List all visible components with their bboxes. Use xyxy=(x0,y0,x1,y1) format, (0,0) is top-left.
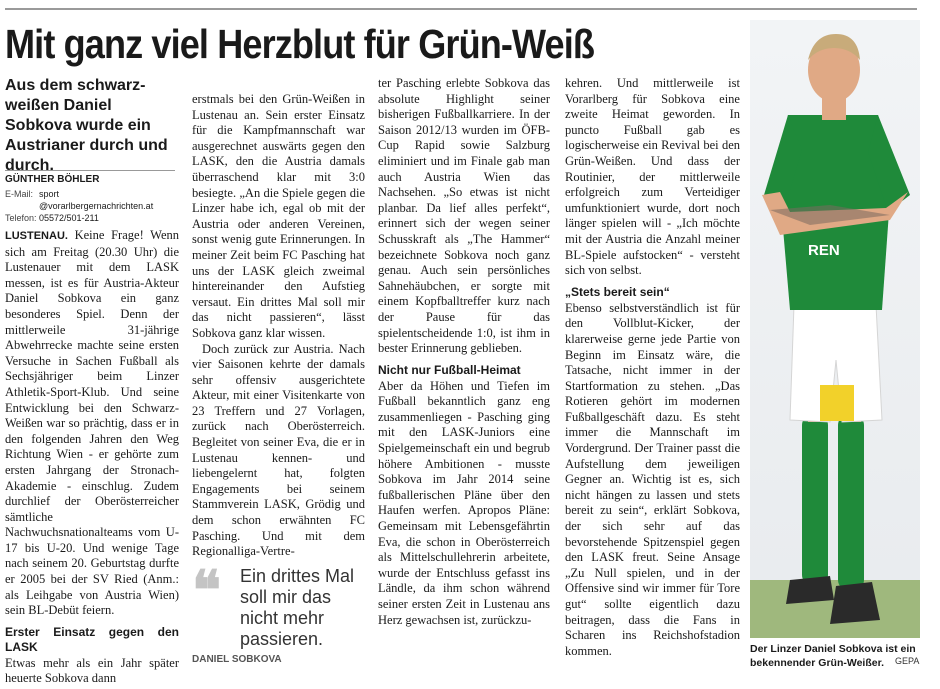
column-4-text-b: Ebenso selbstverständlich ist für den Vollblut-Kicker, der klarerweise gerne jede Partie von Beginn im Einsatz wäre, die Tatsache, nicht immer in der Startformation zu stehen. „Das Rotieren gehört im modernen Fußballgeschäft dazu. Es steht immer die Mannschaft im Vordergrund. Der Trainer passt die Aufstellung dem jeweiligen Gegner an. Wichtig ist es, sich nicht hängen zu lassen und stets bereit zu sein“, erklärt Sobkova, der sich sehr auf das bevorstehende Spitzenspiel gegen den LASK freut. Seine Ansage „Zu Null spielen, und in der Offensive sind wir immer für Tore gut“ sollte eigentlich dazu beitragen, dass die Fans in Scharen ins Reichshofstadion kommen. xyxy=(565,300,740,658)
author-box xyxy=(5,170,175,224)
subheading-1: Erster Einsatz gegen den LASK xyxy=(5,624,179,654)
pullquote-author: DANIEL SOBKOVA xyxy=(192,654,282,665)
player-illustration xyxy=(750,20,920,638)
article-column-3 xyxy=(378,76,550,628)
headline: Mit ganz viel Herzblut für Grün-Weiß xyxy=(5,21,595,67)
author-name: GÜNTHER BÖHLER xyxy=(5,170,175,186)
article-column-4 xyxy=(565,76,740,659)
player-photo xyxy=(750,20,920,638)
photo-caption: Der Linzer Daniel Sobkova ist ein bekennender Grün-Weißer. xyxy=(750,643,916,669)
shirt-sponsor-text: REN xyxy=(808,242,840,259)
article-column-2 xyxy=(192,92,365,560)
column-1-text: Keine Frage! Wenn sich am Freitag (20.30 Uhr) die Lustenauer mit dem LASK messen, ist es für Austria-Akteur Daniel Sobkova ein ganz besonderes Spiel. Denn der mittlerweile 31-jährige Abwehrrecke machte seine ersten Versuche in Sachen Fußball als Sechsjähriger beim Linzer Athletik-Sport-Klub. Und seine Entwicklung bei den Schwarz-Weißen war so prächtig, dass er in den folgenden Jahren den Weg Richtung Wien - er gehörte zum ersten Jahrgang der Stronach-Akademie - einschlug. Zudem durchlief der Oberösterreicher sämtliche Nachwuchsnationalteams vom U-17 bis U-20. Und wenige Tage nach seinem 20. Geburtstag durfte er 2005 bei der SV Ried (Anm.: als Leihgabe von Austria Wien) sein BL-Debüt feiern. xyxy=(5,228,180,618)
phone-label: Telefon: xyxy=(5,213,37,223)
column-3-text-b: Aber da Höhen und Tiefen im Fußball bekanntlich ganz eng zusammenliegen - Pasching ging mit den LASK-Juniors eine Spielgemeinschaft ein und begrub höhere Ambitionen - musste Sobkova im Jahr 2014 seine fußballerischen Pläne über den Haufen werfen. Apropos Pläne: Gemeinsam mit Lebensgefährtin Eva, die schon in Oberösterreich als Mittelschullehrerin arbeitete, wurde der Entschluss gefasst ins Ländle, da ihm schon während seiner ersten Zeit in Lustenau ans Herz gewachsen ist, zurückzu- xyxy=(378,378,550,627)
subheading-3: „Stets bereit sein“ xyxy=(565,284,670,299)
pullquote-text: Ein drittes Mal soll mir das nicht mehr passieren. xyxy=(240,566,355,649)
subhead: Aus dem schwarz-weißen Daniel Sobkova wurde ein Austrianer durch und durch. xyxy=(5,77,168,174)
column-1-tail: Etwas mehr als ein Jahr später heuerte Sobkova dann xyxy=(5,655,179,686)
column-2-text-a: erstmals bei den Grün-Weißen in Lustenau an. Sein erster Einsatz für die Kampfmannschaft war ausgerechnet auswärts gegen den LASK, den die Austria damals überraschend klar mit 3:0 besiegte. „An die Spiele gegen die Linzer habe ich, egal ob mit der Austria oder anderen Vereinen, sonst wenig gute Erinnerungen. In meiner Zeit beim FC Pasching hat uns der LASK gleich zweimal hintereinander den Aufstieg versaut. Ein drittes Mal soll mir das nicht passieren“, lässt Sobkova ganz klar wissen. xyxy=(192,92,365,340)
pullquote xyxy=(192,561,365,665)
email-label: E-Mail: xyxy=(5,189,34,199)
column-4-text-a: kehren. Und mittlerweile ist Vorarlberg für Sobkova eine zweite Heimat geworden. In puncto Fußball gab es logischerweise ein Revival bei den Grün-Weißen. Und dass der Routinier, der mittlerweile erfolgreich zum Verteidiger umfunktioniert wurde, dort noch länger spielen will - „Ich möchte mit der Austria die Anzahl meiner BL-Spiele aufstocken“ - versteht sich von selbst. xyxy=(565,76,740,278)
subheading-2: Nicht nur Fußball-Heimat xyxy=(378,362,521,377)
column-2-text-b: Doch zurück zur Austria. Nach vier Saisonen kehrte der damals sehr offensiv ausgerichtete Akteur, mit einer Visitenkarte von 23 Treffern und 27 Vorlagen, zurück nach Oberösterreich. Begleitet von seiner Eva, die er in Lustenau kennen- und liebengelernt hat, folgten Engagements bei seinem Stammverein LASK, Grödig und dem schon erwähnten FC Pasching. Und mit dem Regionalliga-Vertre- xyxy=(192,341,365,559)
email-line1: sport xyxy=(39,189,60,199)
article-column-1 xyxy=(5,228,179,687)
phone-number: 05572/501-211 xyxy=(39,213,99,223)
column-3-text-a: ter Pasching erlebte Sobkova das absolute Highlight seiner bisherigen Fußballkarriere. In der Saison 2012/13 wurden im ÖFB-Cup Rapid sowie Salzburg eliminiert und im Finale gab man auch Austria Wien das Nachsehen. „So etwas ist nicht planbar. Da lief alles perfekt“, erinnert sich der wegen seiner Schusskraft als „The Hammer“ bezeichnete Sobkova noch ganz genau. Auch sein persönliches Sahnehäubchen, er sorgte mit einem Kopfballtreffer kurz nach der Pause für das spielentscheidende 1:0, ist ihm in bester Erinnerung geblieben. xyxy=(378,76,550,356)
email-line2[interactable]: @vorarlbergernachrichten.at xyxy=(39,201,154,211)
top-rule xyxy=(5,8,917,10)
dateline: LUSTENAU. xyxy=(5,230,68,242)
quote-mark-icon: ❝ xyxy=(192,561,222,621)
photo-credit: GEPA xyxy=(895,656,920,666)
